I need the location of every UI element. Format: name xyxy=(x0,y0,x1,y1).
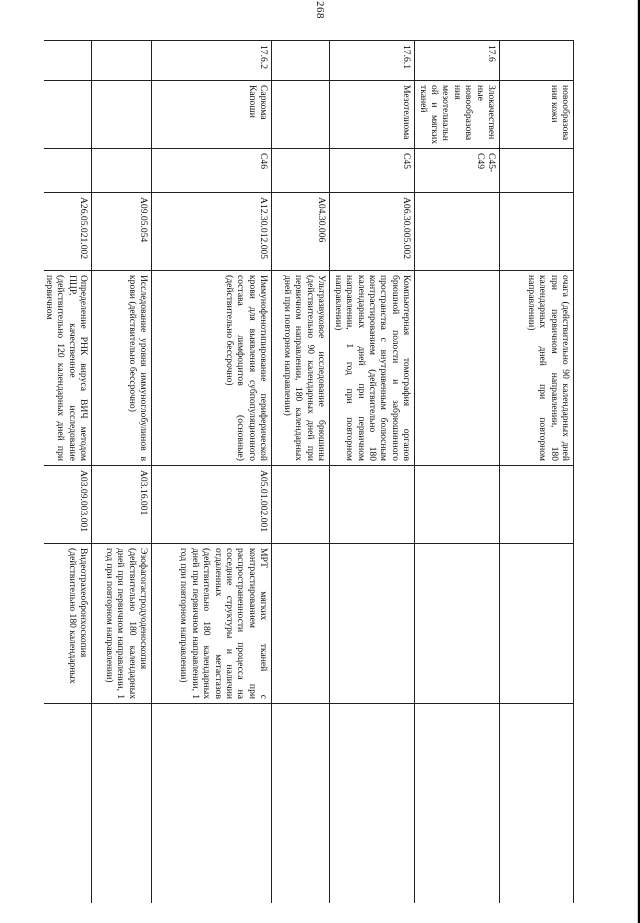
cell-name xyxy=(44,81,92,149)
table-body xyxy=(44,41,574,904)
cell-desc2: Видеотрахеобронхоскопия (действительно 180 календарных xyxy=(44,544,92,704)
cell-desc1: Иммунофенотипирование периферической крови для выявления субпопуляционного состава лимфоцитов (основные) (действительно бессрочно) xyxy=(152,271,272,466)
cell-extra xyxy=(44,704,92,904)
cell-extra xyxy=(92,704,152,904)
cell-desc1: Определение РНК вируса ВИЧ методом ПЦР, качественное исследование (действительно 120 календарных дней при первичном xyxy=(44,271,92,466)
table-row xyxy=(330,41,415,904)
cell-extra xyxy=(152,704,272,904)
cell-extra xyxy=(330,704,415,904)
cell-icd xyxy=(272,149,330,193)
cell-icd xyxy=(92,149,152,193)
cell-extra xyxy=(415,704,500,904)
cell-desc1: Ультразвуковое исследование брюшины (действительно 90 календарных дней при первичном направлении, 180 календарных дней при повторном направлении) xyxy=(272,271,330,466)
cell-num: 17.6 xyxy=(415,41,500,81)
page-number xyxy=(0,1,640,19)
cell-code1: A26.05.021.002 xyxy=(44,193,92,271)
cell-code1 xyxy=(415,193,500,271)
table-row xyxy=(44,41,92,904)
cell-extra xyxy=(272,704,330,904)
cell-num xyxy=(272,41,330,81)
cell-name: Саркома Капоши xyxy=(152,81,272,149)
cell-desc2 xyxy=(415,544,500,704)
table-row xyxy=(272,41,330,904)
cell-code1: A06.30.005.002 xyxy=(330,193,415,271)
cell-code1: A09.05.054 xyxy=(92,193,152,271)
cell-desc2 xyxy=(330,544,415,704)
document-table xyxy=(44,40,574,903)
cell-icd: C45-C49 xyxy=(415,149,500,193)
cell-num: 17.6.1 xyxy=(330,41,415,81)
table-row xyxy=(92,41,152,904)
cell-code2 xyxy=(272,466,330,544)
rotated-page xyxy=(44,40,574,903)
table-row xyxy=(500,41,574,904)
cell-num xyxy=(500,41,574,81)
cell-num xyxy=(92,41,152,81)
cell-name xyxy=(92,81,152,149)
cell-name xyxy=(272,81,330,149)
cell-icd: C46 xyxy=(152,149,272,193)
cell-code1: A12.30.012.005 xyxy=(152,193,272,271)
cell-desc1 xyxy=(415,271,500,466)
cell-num: 17.6.2 xyxy=(152,41,272,81)
table-row xyxy=(415,41,500,904)
cell-desc1: очага (действительно 90 календарных дней при первичном направлении, 180 календарных дней при повторном направлении) xyxy=(500,271,574,466)
cell-code2: A03.16.001 xyxy=(92,466,152,544)
cell-code2: A03.09.003.001 xyxy=(44,466,92,544)
cell-code2: A05.01.002.001 xyxy=(152,466,272,544)
cell-num xyxy=(44,41,92,81)
cell-name: Злокачественные новообразования мезотелиальной и мягких тканей xyxy=(415,81,500,149)
cell-code2 xyxy=(330,466,415,544)
cell-code1 xyxy=(500,193,574,271)
cell-desc1: Исследование уровня иммуноглобулинов в крови (действительно бессрочно) xyxy=(92,271,152,466)
cell-desc2: МРТ мягких тканей с контрастированием при распространенности процесса на соседние структуры и наличии отдаленных метастазов (действительно 180 календарных дней при первичном направлении, 1 год при повторном направлении) xyxy=(152,544,272,704)
cell-desc2 xyxy=(500,544,574,704)
cell-name: новообразования кожи xyxy=(500,81,574,149)
cell-code2 xyxy=(415,466,500,544)
cell-code1: A04.30.006 xyxy=(272,193,330,271)
cell-desc2 xyxy=(272,544,330,704)
cell-icd: C45 xyxy=(330,149,415,193)
cell-extra xyxy=(500,704,574,904)
cell-desc2: Эзофагогастродуоденоскопия (действительно 180 календарных дней при первичном направлении, 1 год при повторном направлении) xyxy=(92,544,152,704)
cell-name: Мезотелиома xyxy=(330,81,415,149)
cell-icd xyxy=(44,149,92,193)
table-row xyxy=(152,41,272,904)
cell-code2 xyxy=(500,466,574,544)
cell-icd xyxy=(500,149,574,193)
page-number-text: 268 xyxy=(314,1,326,19)
table-viewport xyxy=(44,40,574,903)
cell-desc1: Компьютерная томография органов брюшной полости и забрюшинного пространства с внутривенным болюсным контрастированием (действительно 180 календарных дней при первичном направлении, 1 год при повторном направлении) xyxy=(330,271,415,466)
